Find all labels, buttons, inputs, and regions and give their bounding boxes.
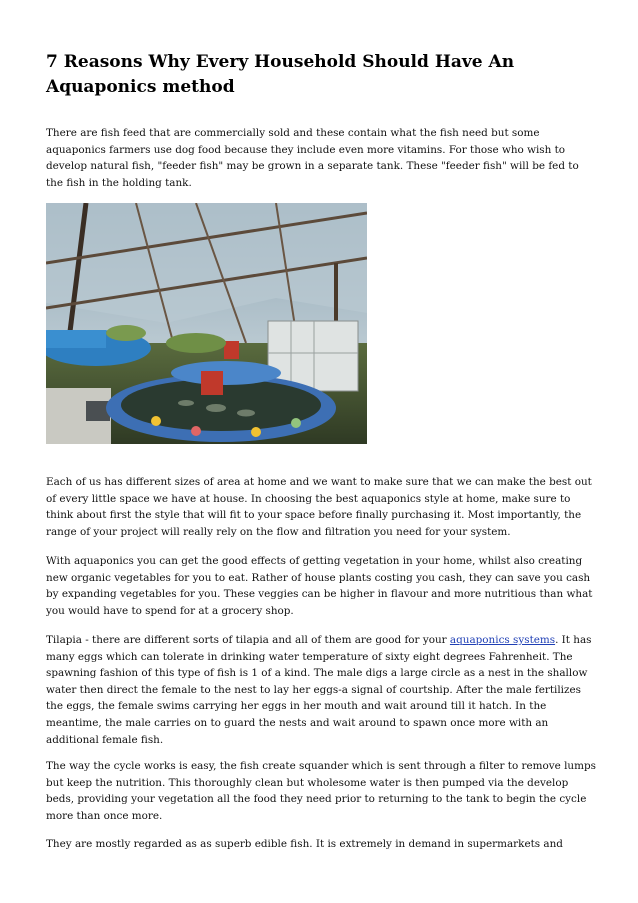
paragraph-5: The way the cycle works is easy, the fish create squander which is sent through a filter to remove lumps but keep the nutrition. This thoroughly clean but wholesome water is then pumped via the develop beds, providing your vegetation all the food they need prior to returning to the tank to begin the cycle more than once more. bbox=[46, 760, 596, 822]
paragraph-4-text-end: . It has many eggs which can tolerate in drinking water temperature of sixty eight degrees Fahrenheit. The spawning fashion of this type of fish is 1 of a kind. The male digs a large circle as a nest in the shallow water then direct the female to the nest to lay her eggs-a signal of courtship. After the male fertilizes the eggs, the female swims carrying her eggs in her mouth and wait around till it hatch. In the meantime, the male carries on to guard the nests and wait around to spawn once more with an additional female fish. bbox=[46, 634, 592, 746]
paragraph-2: Each of us has different sizes of area at home and we want to make sure that we can make the best out of every little space we have at house. In choosing the best aquaponics style at home, make sure to think about first the style that will fit to your space before finally purchasing it. Most importantly, the range of your project will really rely on the flow and filtration you need for your system. bbox=[46, 476, 592, 538]
paragraph-4 bbox=[46, 632, 596, 748]
aquaponics-greenhouse-photo bbox=[46, 203, 367, 444]
paragraph-3: With aquaponics you can get the good effects of getting vegetation in your home, whilst also creating new organic vegetables for you to eat. Rather of house plants costing you cash, they can save you cash by expanding vegetables for you. These veggies can be higher in flavour and more nutritious than what you would have to spend for at a grocery shop. bbox=[46, 555, 593, 617]
paragraph-6: They are mostly regarded as as superb edible fish. It is extremely in demand in supermarkets and bbox=[46, 838, 563, 850]
greenhouse-photo-illustration bbox=[46, 203, 367, 444]
paragraph-4-text-start: Tilapia - there are different sorts of tilapia and all of them are good for your bbox=[46, 634, 450, 646]
aquaponics-systems-link[interactable]: aquaponics systems bbox=[449, 634, 556, 646]
page-title: 7 Reasons Why Every Household Should Have An Aquaponics method bbox=[46, 52, 515, 97]
paragraph-1: There are fish feed that are commercially sold and these contain what the fish need but some aquaponics farmers use dog food because they include even more vitamins. For those who wish to develop natural fish, "feeder fish" may be grown in a separate tank. These "feeder fish" will be fed to the fish in the holding tank. bbox=[46, 127, 579, 189]
